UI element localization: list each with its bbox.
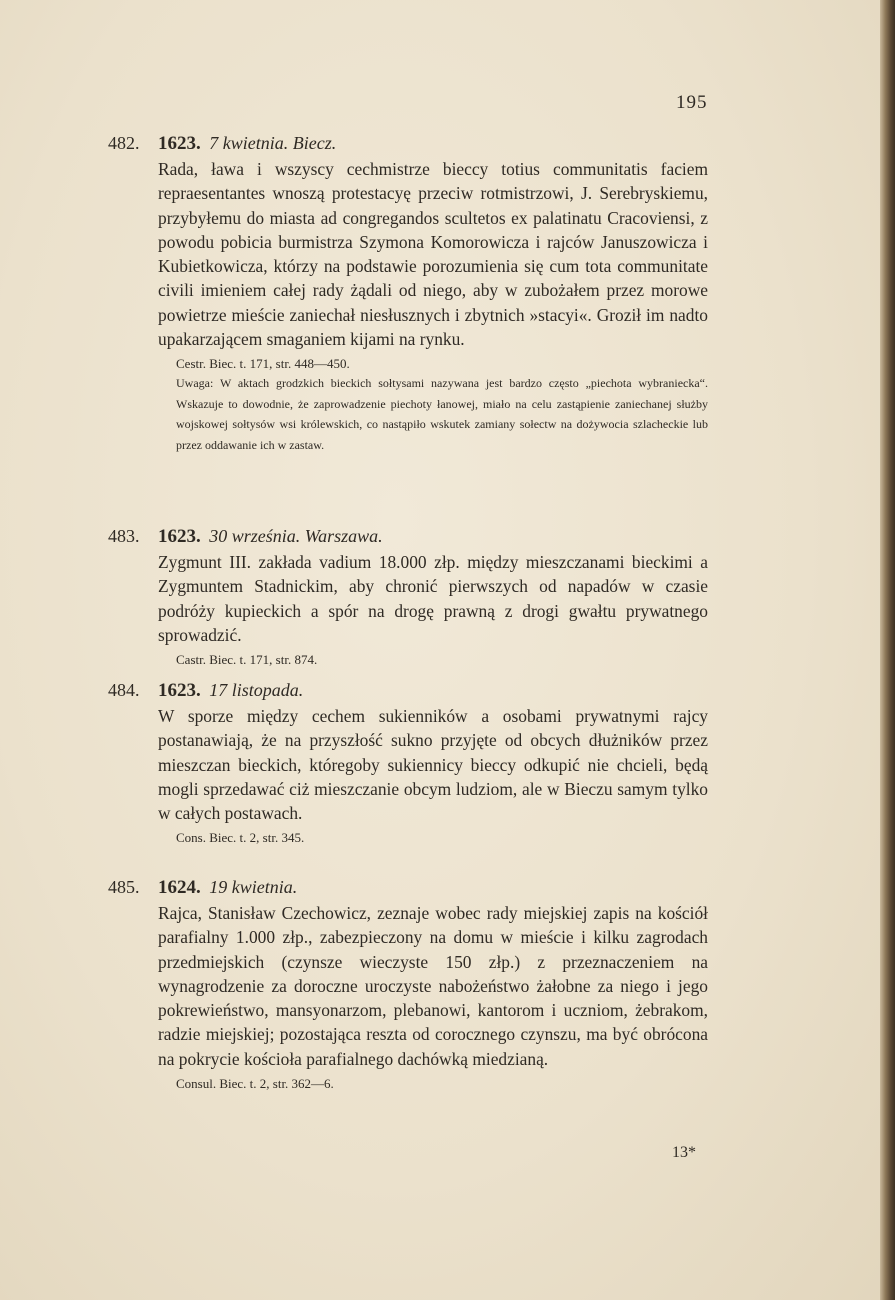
entry-source: Cons. Biec. t. 2, str. 345. [176,830,305,846]
entry-482 [108,130,708,455]
entry-source: Castr. Biec. t. 171, str. 874. [176,652,318,668]
entry-year: 1623. [158,133,201,154]
entry-date: 7 kwietnia. Biecz. [209,133,337,153]
entry-483 [108,523,708,669]
entry-date: 19 kwietnia. [209,877,298,897]
entry-heading [108,523,708,550]
note-text: W aktach grodzkich bieckich sołtysami nazywana jest bardzo często „piechota wybraniecka“. Wskazuje to dowodnie, że zaprowadzenie piechoty łanowej, miało na celu zastąpienie zaniechanej służby wojskowej sołtysów wsi królewskich, co nastąpiło wskutek zamiany sołectw na dożywocia szlacheckie lub przez oddawanie ich w zastaw. [176,376,708,452]
printer-signature: 13* [672,1144,696,1161]
entry-text: Rajca, Stanisław Czechowicz, zeznaje wobec rady miejskiej zapis na kościół parafialny 1.000 złp., zabezpieczony na domu w mieście i kilku zagrodach przedmiejskich (czynsze wieczyste 150 złp.) z przeznaczeniem na wynagrodzenie za doroczne uroczyste nabożeństwo żałobne za niego i jego pokrewieństwo, mansyonarzom, plebanowi, kantorom i uczniom, żebrakom, radzie miejskiej; pozostająca reszta od corocznego czynszu, ma być obrócona na pokrycie kościoła parafialnego dachówką miedzianą. [158,903,708,1069]
entry-date: 30 września. Warszawa. [209,526,383,546]
entry-date: 17 listopada. [209,680,304,700]
entry-number: 483. [108,526,140,546]
entry-484 [108,677,708,847]
entry-source: Consul. Biec. t. 2, str. 362—6. [176,1076,334,1092]
entry-number: 485. [108,877,140,897]
entry-year: 1624. [158,877,201,898]
entry-note [176,373,708,455]
entry-year: 1623. [158,680,201,701]
entry-text: W sporze między cechem sukienników a osobami prywatnymi rajcy postanawiają, że na przyszłość sukno przyjęte od obcych dłużników przez mieszczan bieckich, któregoby sukiennicy bieccy odkupić nie chcieli, będą mogli sprzedawać ciż mieszczanie obcym ludziom, ale w Bieczu samym tylko w całych postawach. [158,706,708,824]
book-binding-edge [880,0,895,1300]
entry-text: Rada, ława i wszyscy cechmistrze bieccy totius communitatis faciem repraesentantes wnoszą protestacyę przeciw rotmistrzowi, J. Serebryskiemu, przybyłemu do miasta ad congregandos scultetos ex palatinatu Cracoviensi, z powodu pobicia burmistrza Szymona Komorowicza i rajców Januszowicza i Kubietkowicza, którzy na podstawie porozumienia się cum tota communitate civili imieniem całej rady żądali od niego, aby w zubożałem przez morowe powietrze mieście zaniechał niesłusznych i zbytnich »stacyi«. Groził im nadto upakarzającem smaganiem kijami na rynku. [158,159,708,350]
entry-year: 1623. [158,526,201,547]
entry-heading [108,874,708,901]
entry-heading [108,677,708,704]
entry-source: Cestr. Biec. t. 171, str. 448—450. [176,356,350,372]
entry-number: 482. [108,133,140,153]
page-number: 195 [676,92,708,113]
entry-485 [108,874,708,1093]
entry-heading [108,130,708,157]
entry-number: 484. [108,680,140,700]
entry-text: Zygmunt III. zakłada vadium 18.000 złp. między mieszczanami bieckimi a Zygmuntem Stadnickim, aby chronić pierwszych od napadów w czasie podróży kupieckich a spór na drogę prawną z drogi gwałtu prywatnego sprowadzić. [158,552,708,645]
note-label: Uwaga: [176,376,214,391]
